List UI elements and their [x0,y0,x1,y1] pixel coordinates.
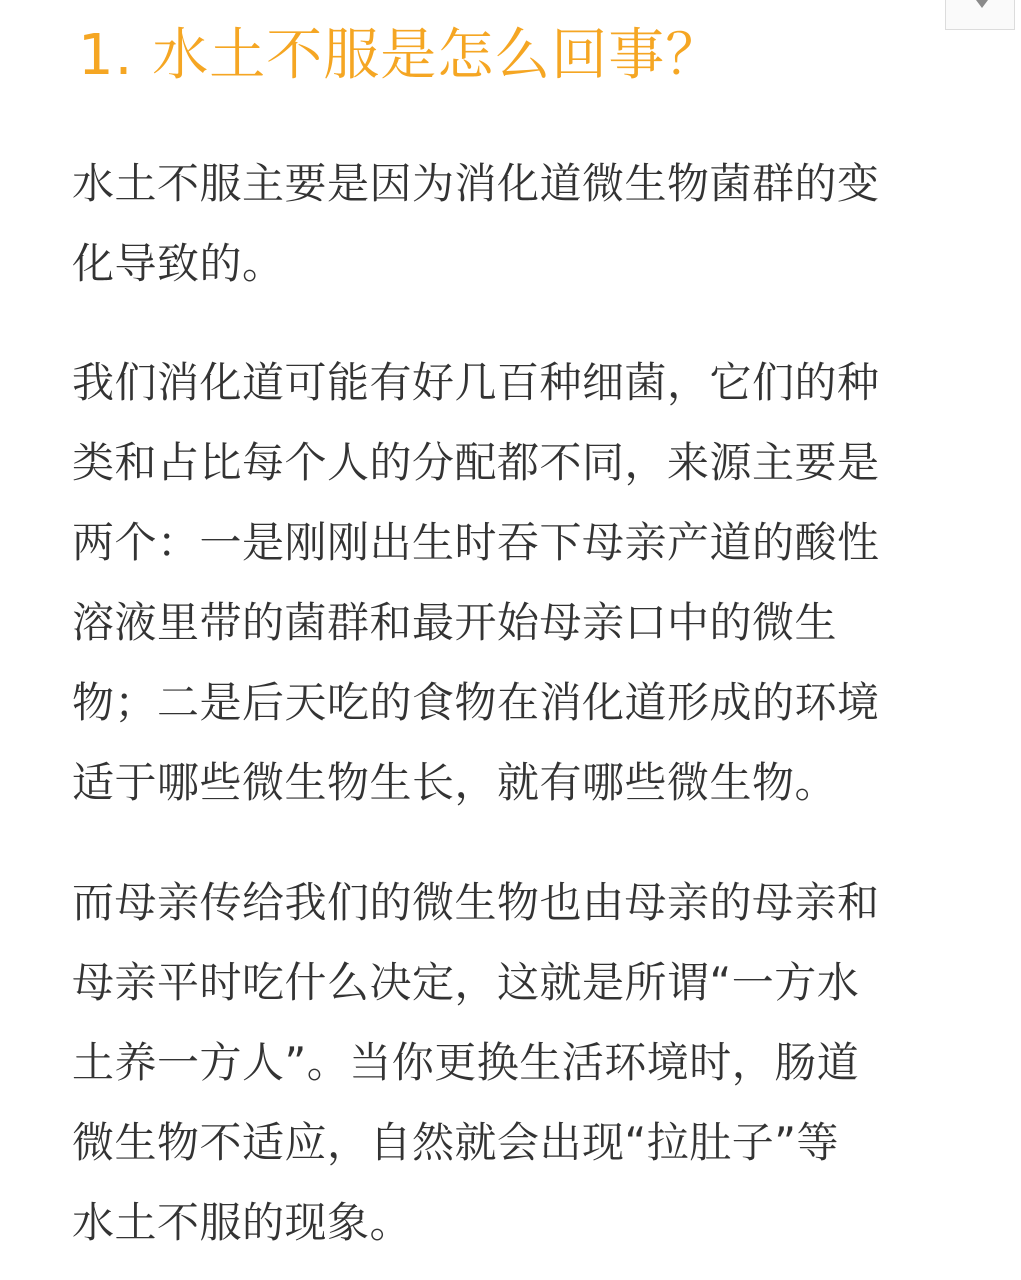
paragraph-line: 土养一方人”。当你更换生活环境时，肠道 [72,1038,860,1087]
paragraph-bacteria-sources [72,343,957,823]
scroll-down-control[interactable] [945,0,1015,30]
article-heading: 1. 水土不服是怎么回事？ [78,23,723,88]
paragraph-maternal-microbes [72,863,957,1263]
paragraph-line: 而母亲传给我们的微生物也由母亲的母亲和 [72,878,880,927]
paragraph-cause [72,144,957,304]
paragraph-line: 适于哪些微生物生长，就有哪些微生物。 [72,758,838,807]
paragraph-line: 我们消化道可能有好几百种细菌，它们的种 [72,358,880,407]
paragraph-line: 溶液里带的菌群和最开始母亲口中的微生 [72,598,838,647]
chevron-down-icon[interactable] [976,0,988,8]
paragraph-line: 水土不服主要是因为消化道微生物菌群的变 [72,159,880,208]
paragraph-line: 水土不服的现象。 [72,1198,413,1247]
paragraph-line: 两个：一是刚刚出生时吞下母亲产道的酸性 [72,518,880,567]
paragraph-line: 物；二是后天吃的食物在消化道形成的环境 [72,678,880,727]
paragraph-line: 化导致的。 [72,239,285,288]
paragraph-line: 微生物不适应，自然就会出现“拉肚子”等 [72,1118,840,1167]
paragraph-line: 母亲平时吃什么决定，这就是所谓“一方水 [72,958,860,1007]
paragraph-line: 类和占比每个人的分配都不同，来源主要是 [72,438,880,487]
